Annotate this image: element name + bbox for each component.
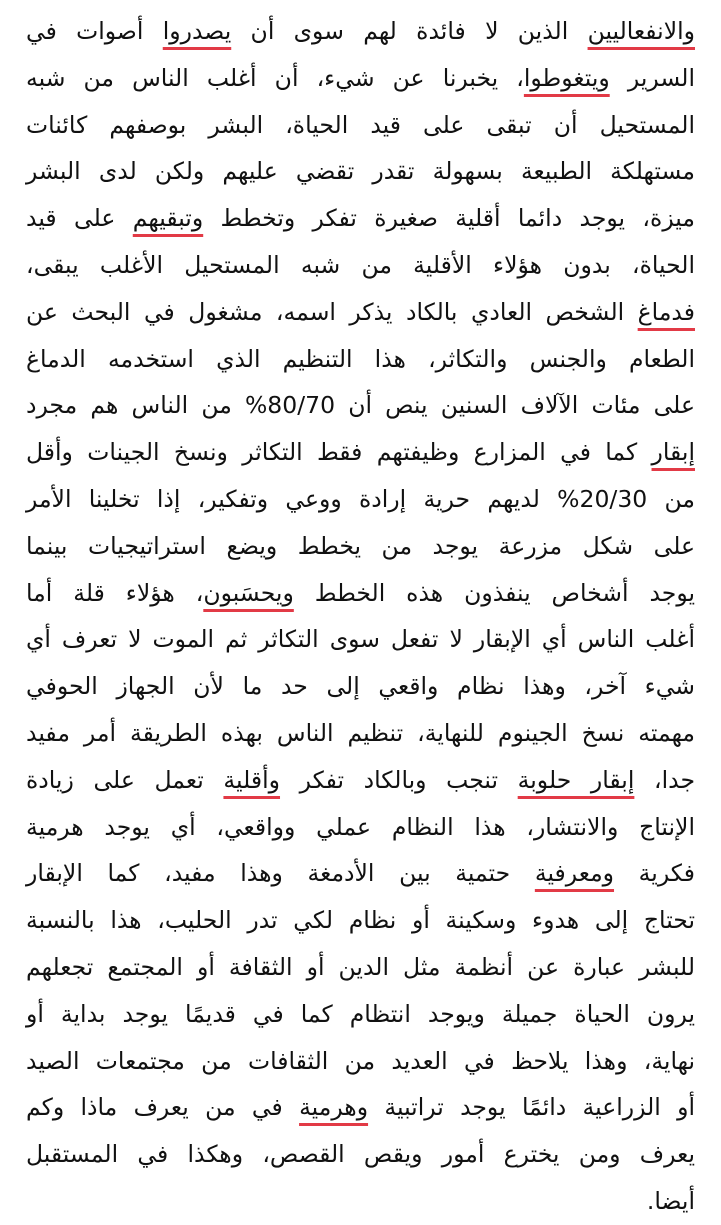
underlined-word: ومعرفية [534,859,615,888]
text-segment: يعرف ومن يخترع أمور ويقص القصص، وهكذا في المستقبل [26,1140,695,1169]
text-segment: الذين لا فائدة لهم سوى أن [231,17,588,45]
text-line [26,897,695,944]
text-line [26,1038,695,1085]
text-line [26,804,695,851]
text-segment: السرير [609,63,695,92]
underlined-word: ويتغوطوا [523,63,610,92]
text-line [26,195,695,242]
text-line [26,102,695,149]
text-segment: ، هؤلاء قلة أما [26,578,204,607]
text-segment: في من يعرف ماذا وكم [26,1093,300,1122]
text-line [26,336,695,383]
text-line [26,476,695,523]
text-line [26,1084,695,1131]
text-line [26,850,695,897]
text-line [26,242,695,289]
text-segment: على مئات الآلاف السنين ينص أن 80/70% من الناس هم مجرد [26,391,695,420]
text-segment: يوجد أشخاص ينفذون هذه الخطط [293,578,696,607]
text-segment: تحتاج إلى هدوء وسكينة أو نظام لكي تدر الحليب، هذا بالنسبة [26,906,695,935]
text-segment: مهمته نسخ الجينوم للنهاية، تنظيم الناس بهذه الطريقة أمر مفيد [26,718,695,747]
text-line [26,991,695,1038]
text-segment: حتمية بين الأدمغة وهذا مفيد، كما الإبقار [26,859,535,888]
text-segment: ، يخبرنا عن شيء، أن أغلب الناس من شبه [26,63,524,92]
text-segment: على قيد [26,204,133,233]
text-segment: فكرية [614,859,695,888]
text-segment: تعمل على زيادة [26,765,224,794]
underlined-word: وأقلية [223,765,281,794]
text-line [26,757,695,804]
text-segment: نهاية، وهذا يلاحظ في العديد من الثقافات من مجتمعات الصيد [26,1046,695,1075]
text-line [26,523,695,570]
text-line [26,55,695,102]
underlined-word: إبقار حلوبة [517,765,635,794]
text-segment: شيء آخر، وهذا نظام واقعي إلى حد ما لأن الجهاز الحوفي [26,672,695,701]
text-line [26,1178,695,1225]
text-line [26,616,695,663]
text-line [26,944,695,991]
text-segment: يرون الحياة جميلة ويوجد انتظام كما في قديمًا يوجد بداية أو [26,999,695,1028]
text-line [26,8,695,55]
text-segment: مستهلكة الطبيعة بسهولة تقدر تقضي عليهم ولكن لدى البشر [26,157,695,186]
text-segment: الشخص العادي بالكاد يذكر اسمه، مشغول في البحث عن [26,297,638,326]
text-segment: أصوات في [26,17,163,45]
text-line [26,570,695,617]
text-segment: جدا، [634,765,695,794]
underlined-word: يصدروا [162,17,232,45]
underlined-word: ويحسَبون [203,578,294,607]
text-segment: ميزة، يوجد دائما أقلية صغيرة تفكر وتخطط [203,204,695,233]
text-segment: على شكل مزرعة يوجد من يخطط ويضع استراتيجيات بينما [26,531,695,560]
underlined-word: فدماغ [637,297,695,326]
text-segment: أيضا. [646,1186,695,1215]
text-line [26,429,695,476]
text-line [26,148,695,195]
text-segment: الطعام والجنس والتكاثر، هذا التنظيم الذي استخدمه الدماغ [26,344,695,373]
underlined-word: وتبقيهم [132,204,204,233]
text-line [26,1131,695,1178]
text-segment: كما في المزارع وظيفتهم فقط التكاثر ونسخ الجينات وأقل [26,438,652,467]
text-line [26,663,695,710]
text-segment: الحياة، بدون هؤلاء الأقلية من شبه المستحيل الأغلب يبقى، [26,250,695,279]
text-line [26,289,695,336]
underlined-word: والانفعاليين [587,17,695,45]
underlined-word: وهرمية [299,1093,369,1122]
text-segment: تنجب وبالكاد تفكر [280,765,518,794]
text-segment: أغلب الناس أي الإبقار لا تفعل سوى التكاثر ثم الموت لا تعرف أي [26,625,695,654]
text-line [26,382,695,429]
text-segment: أو الزراعية دائمًا يوجد تراتبية [368,1093,695,1122]
text-line [26,710,695,757]
text-segment: للبشر عبارة عن أنظمة مثل الدين أو الثقافة أو المجتمع تجعلهم [26,952,695,981]
text-segment: من 20/30% لديهم حرية إرادة ووعي وتفكير، إذا تخلينا الأمر [26,484,695,513]
text-segment: المستحيل أن تبقى على قيد الحياة، البشر بوصفهم كائنات [26,110,695,139]
text-segment: الإنتاج والانتشار، هذا النظام عملي وواقعي، أي يوجد هرمية [26,812,695,841]
underlined-word: إبقار [651,438,695,467]
